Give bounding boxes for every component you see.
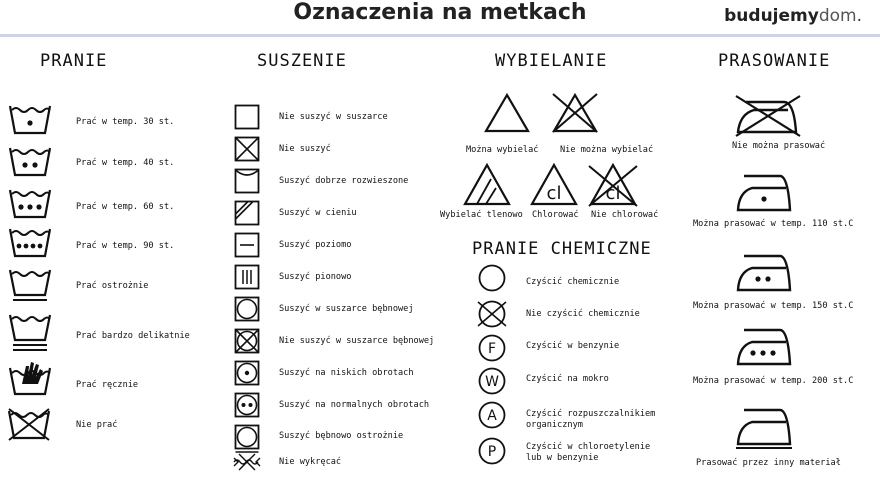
iron-with-cloth-icon bbox=[734, 404, 794, 450]
heading-suszenie: SUSZENIE bbox=[257, 51, 347, 71]
brand-dot: . bbox=[856, 6, 862, 26]
brand-bold: budujemy bbox=[724, 6, 819, 26]
iron-low-icon bbox=[734, 170, 794, 214]
label-tumble-dry-normal: Suszyć na normalnych obrotach bbox=[279, 400, 430, 410]
label-dry-clean: Czyścić chemicznie bbox=[526, 277, 620, 287]
label-iron-high: Można prasować w temp. 200 st.C bbox=[693, 376, 854, 386]
chlorine-bleach-icon bbox=[529, 162, 579, 208]
heading-pranie: PRANIE bbox=[40, 51, 108, 71]
label-dry-clean-a-line2: organicznym bbox=[526, 420, 583, 430]
label-dry-flat: Suszyć poziomo bbox=[279, 240, 352, 250]
hand-wash-icon bbox=[8, 360, 52, 398]
iron-medium-icon bbox=[734, 250, 794, 294]
label-iron-with-cloth: Prasować przez inny materiał bbox=[696, 458, 841, 468]
label-chlorine-bleach: Chlorować bbox=[532, 210, 579, 220]
no-chlorine-icon bbox=[586, 160, 640, 210]
dry-flat-icon bbox=[234, 232, 260, 258]
wet-clean-icon bbox=[478, 367, 506, 395]
label-wash-90: Prać w temp. 90 st. bbox=[76, 241, 175, 251]
label-line-dry: Suszyć dobrze rozwieszone bbox=[279, 176, 409, 186]
drip-dry-icon bbox=[234, 264, 260, 290]
dry-clean-icon bbox=[478, 264, 506, 292]
label-wash-30: Prać w temp. 30 st. bbox=[76, 117, 175, 127]
label-no-chlorine: Nie chlorować bbox=[591, 210, 659, 220]
label-tumble-dry-gentle: Suszyć bębnowo ostrożnie bbox=[279, 431, 404, 441]
label-do-not-dry-clean: Nie czyścić chemicznie bbox=[526, 309, 640, 319]
dry-clean-f-icon bbox=[478, 334, 506, 362]
label-iron-medium: Można prasować w temp. 150 st.C bbox=[693, 301, 854, 311]
wash-90-icon bbox=[8, 226, 52, 260]
wash-30-icon bbox=[8, 103, 52, 137]
wash-60-icon bbox=[8, 187, 52, 221]
title-divider bbox=[0, 34, 880, 37]
dry-clean-f-letter: F bbox=[487, 341, 497, 357]
wash-40-icon bbox=[8, 145, 52, 179]
label-wash-very-gentle: Prać bardzo delikatnie bbox=[76, 331, 190, 341]
dry-clean-a-icon bbox=[478, 401, 506, 429]
label-do-not-bleach: Nie można wybielać bbox=[560, 145, 654, 155]
no-chlorine-mark: cl bbox=[605, 183, 621, 204]
bleach-icon bbox=[484, 92, 530, 134]
label-dry-clean-f: Czyścić w benzynie bbox=[526, 341, 620, 351]
tumble-dry-low-icon bbox=[234, 360, 260, 386]
heading-prasowanie: PRASOWANIE bbox=[718, 51, 831, 71]
label-tumble-dry-low: Suszyć na niskich obrotach bbox=[279, 368, 414, 378]
dry-clean-p-letter: P bbox=[487, 444, 497, 460]
tumble-dry-normal-icon bbox=[234, 392, 260, 418]
label-drip-dry: Suszyć pionowo bbox=[279, 272, 352, 282]
label-dry-clean-p: Czyścić w chloroetylenie bbox=[526, 442, 651, 452]
label-oxygen-bleach: Wybielać tlenowo bbox=[440, 210, 523, 220]
label-wash-40: Prać w temp. 40 st. bbox=[76, 158, 175, 168]
oxygen-bleach-icon bbox=[462, 162, 512, 208]
dry-in-shade-icon bbox=[234, 200, 260, 226]
do-not-iron-icon bbox=[732, 92, 804, 138]
iron-high-icon bbox=[734, 324, 794, 368]
do-not-dry-icon bbox=[234, 136, 260, 162]
label-do-not-iron: Nie można prasować bbox=[732, 141, 826, 151]
label-no-tumble-dry: Nie suszyć w suszarce bbox=[279, 112, 388, 122]
dry-clean-p-icon bbox=[478, 437, 506, 465]
label-wet-clean: Czyścić na mokro bbox=[526, 374, 609, 384]
wet-clean-letter: W bbox=[485, 374, 499, 390]
label-do-not-wring: Nie wykręcać bbox=[279, 457, 342, 467]
tumble-dry-gentle-icon bbox=[234, 424, 260, 454]
tumble-dry-icon bbox=[234, 296, 260, 322]
do-not-tumble-dry-icon bbox=[234, 328, 260, 354]
page-title: Oznaczenia na metkach bbox=[293, 0, 587, 25]
heading-pranie-chemiczne: PRANIE CHEMICZNE bbox=[472, 239, 652, 259]
wash-gentle-icon bbox=[8, 267, 52, 303]
label-dry-in-shade: Suszyć w cieniu bbox=[279, 208, 357, 218]
label-wash-gentle: Prać ostrożnie bbox=[76, 281, 149, 291]
label-do-not-tumble-dry: Nie suszyć w suszarce bębnowej bbox=[279, 336, 435, 346]
label-do-not-dry: Nie suszyć bbox=[279, 144, 331, 154]
label-hand-wash: Prać ręcznie bbox=[76, 380, 139, 390]
label-do-not-wash: Nie prać bbox=[76, 420, 118, 430]
do-not-bleach-icon bbox=[550, 90, 600, 136]
do-not-wring-icon bbox=[232, 452, 262, 472]
chlorine-mark: cl bbox=[546, 183, 562, 204]
label-dry-clean-p-line2: lub w benzynie bbox=[526, 453, 599, 463]
brand-logo bbox=[724, 6, 862, 26]
dry-clean-a-letter: A bbox=[487, 408, 497, 424]
do-not-wash-icon bbox=[6, 406, 52, 442]
brand-light: dom bbox=[818, 6, 857, 26]
label-iron-low: Można prasować w temp. 110 st.C bbox=[693, 219, 854, 229]
do-not-dry-clean-icon bbox=[476, 298, 508, 330]
no-tumble-dry-square-icon bbox=[234, 104, 260, 130]
label-tumble-dry: Suszyć w suszarce bębnowej bbox=[279, 304, 414, 314]
label-bleach: Można wybielać bbox=[466, 145, 539, 155]
wash-very-gentle-icon bbox=[8, 312, 52, 354]
heading-wybielanie: WYBIELANIE bbox=[495, 51, 608, 71]
label-dry-clean-a: Czyścić rozpuszczalnikiem bbox=[526, 409, 656, 419]
line-dry-icon bbox=[234, 168, 260, 194]
label-wash-60: Prać w temp. 60 st. bbox=[76, 202, 175, 212]
